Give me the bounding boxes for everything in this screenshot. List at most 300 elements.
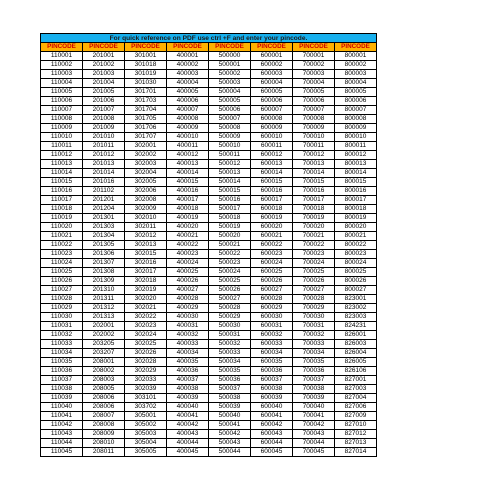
pincode-cell: 600008: [251, 115, 293, 124]
table-row: [41, 133, 377, 142]
pincode-cell: 110032: [41, 331, 83, 340]
pincode-cell: 800001: [335, 52, 377, 61]
table-row: [41, 448, 377, 457]
pincode-cell: 305002: [125, 421, 167, 430]
pincode-cell: 302002: [125, 151, 167, 160]
pincode-cell: 303702: [125, 403, 167, 412]
pincode-cell: 600015: [251, 178, 293, 187]
pincode-cell: 600016: [251, 187, 293, 196]
pincode-cell: 110044: [41, 439, 83, 448]
pincode-cell: 823002: [335, 304, 377, 313]
pincode-cell: 500042: [209, 430, 251, 439]
table-row: [41, 340, 377, 349]
pincode-cell: 301001: [125, 52, 167, 61]
table-row: [41, 223, 377, 232]
column-header: PINCODE: [293, 43, 335, 52]
pincode-cell: 500002: [209, 70, 251, 79]
pincode-cell: 400037: [167, 376, 209, 385]
pincode-cell: 302013: [125, 241, 167, 250]
table-row: [41, 349, 377, 358]
pincode-cell: 302006: [125, 187, 167, 196]
pincode-cell: 600011: [251, 142, 293, 151]
pincode-cell: 201001: [83, 52, 125, 61]
table-row: [41, 160, 377, 169]
pincode-cell: 700014: [293, 169, 335, 178]
pincode-cell: 301706: [125, 124, 167, 133]
pincode-cell: 110028: [41, 295, 83, 304]
pincode-cell: 400028: [167, 295, 209, 304]
pincode-cell: 600029: [251, 304, 293, 313]
pincode-cell: 700041: [293, 412, 335, 421]
pincode-cell: 700033: [293, 340, 335, 349]
pincode-cell: 302011: [125, 223, 167, 232]
pincode-cell: 110040: [41, 403, 83, 412]
pincode-cell: 302028: [125, 358, 167, 367]
table-row: [41, 277, 377, 286]
pincode-cell: 826001: [335, 331, 377, 340]
pincode-cell: 600004: [251, 79, 293, 88]
pincode-cell: 208007: [83, 412, 125, 421]
pincode-cell: 208005: [83, 385, 125, 394]
pincode-cell: 400044: [167, 439, 209, 448]
pincode-cell: 700016: [293, 187, 335, 196]
pincode-cell: 800012: [335, 151, 377, 160]
pincode-cell: 400010: [167, 133, 209, 142]
pincode-cell: 110005: [41, 88, 83, 97]
pincode-cell: 826004: [335, 349, 377, 358]
pincode-cell: 400025: [167, 268, 209, 277]
column-header: PINCODE: [41, 43, 83, 52]
pincode-cell: 208002: [83, 367, 125, 376]
pincode-cell: 110039: [41, 394, 83, 403]
pincode-cell: 302018: [125, 277, 167, 286]
pincode-cell: 800020: [335, 223, 377, 232]
reference-banner: For quick reference on PDF use ctrl +F and enter your pincode.: [40, 33, 377, 42]
table-row: [41, 214, 377, 223]
table-row: [41, 241, 377, 250]
pincode-cell: 110019: [41, 214, 83, 223]
table-row: [41, 304, 377, 313]
pincode-cell: 500001: [209, 61, 251, 70]
pincode-cell: 400006: [167, 97, 209, 106]
pincode-cell: 500000: [209, 52, 251, 61]
pincode-cell: 800017: [335, 196, 377, 205]
pincode-cell: 700045: [293, 448, 335, 457]
pincode-cell: 700004: [293, 79, 335, 88]
pincode-cell: 400012: [167, 151, 209, 160]
pincode-cell: 400030: [167, 313, 209, 322]
pincode-cell: 500033: [209, 349, 251, 358]
pincode-cell: 600013: [251, 160, 293, 169]
pincode-cell: 110031: [41, 322, 83, 331]
table-row: [41, 250, 377, 259]
pincode-cell: 400026: [167, 277, 209, 286]
pincode-cell: 208009: [83, 430, 125, 439]
pincode-cell: 110014: [41, 169, 83, 178]
pincode-cell: 110015: [41, 178, 83, 187]
pincode-cell: 110013: [41, 160, 83, 169]
pincode-cell: 827010: [335, 421, 377, 430]
pincode-cell: 800023: [335, 250, 377, 259]
pincode-cell: 302033: [125, 376, 167, 385]
pincode-cell: 201305: [83, 241, 125, 250]
pincode-cell: 110026: [41, 277, 83, 286]
pincode-cell: 800019: [335, 214, 377, 223]
pincode-cell: 500016: [209, 196, 251, 205]
pincode-cell: 301704: [125, 106, 167, 115]
pincode-cell: 500011: [209, 151, 251, 160]
pincode-cell: 201306: [83, 250, 125, 259]
pincode-cell: 800011: [335, 142, 377, 151]
table-row: [41, 295, 377, 304]
pincode-cell: 500012: [209, 160, 251, 169]
pincode-cell: 302020: [125, 295, 167, 304]
pincode-cell: 600017: [251, 196, 293, 205]
pincode-cell: 800021: [335, 232, 377, 241]
pincode-cell: 400032: [167, 331, 209, 340]
pincode-cell: 500003: [209, 79, 251, 88]
pincode-cell: 110010: [41, 133, 83, 142]
pincode-cell: 700040: [293, 403, 335, 412]
pincode-cell: 201301: [83, 214, 125, 223]
pincode-cell: 700044: [293, 439, 335, 448]
table-row: [41, 178, 377, 187]
pincode-cell: 800025: [335, 268, 377, 277]
pincode-cell: 201304: [83, 232, 125, 241]
pincode-cell: 500006: [209, 106, 251, 115]
pincode-cell: 400027: [167, 286, 209, 295]
pincode-cell: 827012: [335, 430, 377, 439]
pincode-cell: 400009: [167, 124, 209, 133]
pincode-cell: 201313: [83, 313, 125, 322]
pincode-cell: 203207: [83, 349, 125, 358]
pincode-cell: 400015: [167, 178, 209, 187]
header-row: [41, 43, 377, 52]
pincode-cell: 110045: [41, 448, 83, 457]
pincode-cell: 302021: [125, 304, 167, 313]
pincode-cell: 400042: [167, 421, 209, 430]
pincode-cell: 600042: [251, 421, 293, 430]
pincode-cell: 301030: [125, 79, 167, 88]
pincode-cell: 302010: [125, 214, 167, 223]
pincode-cell: 700002: [293, 61, 335, 70]
pincode-cell: 500028: [209, 304, 251, 313]
pincode-cell: 700001: [293, 52, 335, 61]
pincode-cell: 208001: [83, 358, 125, 367]
pincode-cell: 208008: [83, 421, 125, 430]
pincode-cell: 600002: [251, 61, 293, 70]
table-row: [41, 412, 377, 421]
pincode-cell: 500020: [209, 232, 251, 241]
pincode-cell: 500039: [209, 403, 251, 412]
pincode-cell: 305004: [125, 439, 167, 448]
table-row: [41, 268, 377, 277]
pincode-cell: 700019: [293, 214, 335, 223]
table-row: [41, 70, 377, 79]
pincode-cell: 800018: [335, 205, 377, 214]
pincode-cell: 302005: [125, 178, 167, 187]
pincode-cell: 400013: [167, 160, 209, 169]
pincode-cell: 201311: [83, 295, 125, 304]
pincode-cell: 208010: [83, 439, 125, 448]
pincode-cell: 201003: [83, 70, 125, 79]
pincode-cell: 110043: [41, 430, 83, 439]
pincode-cell: 500029: [209, 313, 251, 322]
pincode-cell: 600005: [251, 88, 293, 97]
pincode-cell: 700036: [293, 367, 335, 376]
pincode-cell: 500031: [209, 331, 251, 340]
pincode-cell: 202001: [83, 322, 125, 331]
pincode-cell: 302029: [125, 367, 167, 376]
pincode-cell: 201009: [83, 124, 125, 133]
pincode-cell: 827013: [335, 439, 377, 448]
pincode-cell: 302026: [125, 349, 167, 358]
pincode-cell: 827004: [335, 394, 377, 403]
pincode-cell: 110041: [41, 412, 83, 421]
pincode-cell: 500024: [209, 268, 251, 277]
pincode-cell: 201201: [83, 196, 125, 205]
pincode-cell: 600022: [251, 241, 293, 250]
pincode-cell: 400002: [167, 61, 209, 70]
pincode-cell: 201007: [83, 106, 125, 115]
pincode-cell: 800016: [335, 187, 377, 196]
pincode-cell: 500005: [209, 97, 251, 106]
pincode-cell: 500018: [209, 214, 251, 223]
pincode-cell: 800009: [335, 124, 377, 133]
pincode-cell: 110042: [41, 421, 83, 430]
pincode-cell: 305001: [125, 412, 167, 421]
table-row: [41, 187, 377, 196]
pincode-cell: 600014: [251, 169, 293, 178]
pincode-cell: 500014: [209, 178, 251, 187]
pincode-cell: 600010: [251, 133, 293, 142]
pincode-cell: 201309: [83, 277, 125, 286]
column-header: PINCODE: [335, 43, 377, 52]
pincode-cell: 302003: [125, 160, 167, 169]
pincode-cell: 110025: [41, 268, 83, 277]
pincode-cell: 700013: [293, 160, 335, 169]
pincode-cell: 201006: [83, 97, 125, 106]
column-header: PINCODE: [83, 43, 125, 52]
pincode-cell: 800002: [335, 61, 377, 70]
pincode-cell: 110037: [41, 376, 83, 385]
pincode-cell: 110020: [41, 223, 83, 232]
pincode-cell: 400045: [167, 448, 209, 457]
pincode-cell: 700020: [293, 223, 335, 232]
table-row: [41, 286, 377, 295]
pincode-cell: 600030: [251, 313, 293, 322]
table-row: [41, 322, 377, 331]
pincode-sheet: [40, 33, 377, 457]
pincode-cell: 201002: [83, 61, 125, 70]
pincode-cell: 700042: [293, 421, 335, 430]
pincode-cell: 201308: [83, 268, 125, 277]
pincode-cell: 201014: [83, 169, 125, 178]
pincode-cell: 600023: [251, 250, 293, 259]
pincode-cell: 500019: [209, 223, 251, 232]
pincode-cell: 110008: [41, 115, 83, 124]
pincode-cell: 110033: [41, 340, 83, 349]
table-row: [41, 124, 377, 133]
pincode-cell: 700039: [293, 394, 335, 403]
pincode-cell: 700034: [293, 349, 335, 358]
pincode-cell: 400017: [167, 196, 209, 205]
pincode-cell: 700038: [293, 385, 335, 394]
pincode-cell: 700011: [293, 142, 335, 151]
table-row: [41, 439, 377, 448]
pincode-cell: 500032: [209, 340, 251, 349]
column-header: PINCODE: [209, 43, 251, 52]
pincode-cell: 600001: [251, 52, 293, 61]
pincode-cell: 110027: [41, 286, 83, 295]
pincode-cell: 826005: [335, 358, 377, 367]
pincode-cell: 600027: [251, 286, 293, 295]
pincode-cell: 500022: [209, 250, 251, 259]
pincode-cell: 800004: [335, 79, 377, 88]
pincode-cell: 400016: [167, 187, 209, 196]
pincode-cell: 500043: [209, 439, 251, 448]
pincode-cell: 110017: [41, 196, 83, 205]
pincode-cell: 600037: [251, 376, 293, 385]
pincode-cell: 110001: [41, 52, 83, 61]
pincode-cell: 827003: [335, 385, 377, 394]
pincode-cell: 827001: [335, 376, 377, 385]
pincode-cell: 302039: [125, 385, 167, 394]
pincode-cell: 201310: [83, 286, 125, 295]
pincode-cell: 700043: [293, 430, 335, 439]
pincode-cell: 302004: [125, 169, 167, 178]
pincode-cell: 302025: [125, 340, 167, 349]
pincode-cell: 800006: [335, 97, 377, 106]
pincode-cell: 201204: [83, 205, 125, 214]
pincode-cell: 305005: [125, 448, 167, 457]
pincode-cell: 110035: [41, 358, 83, 367]
pincode-cell: 303101: [125, 394, 167, 403]
pincode-cell: 400031: [167, 322, 209, 331]
pincode-cell: 600021: [251, 232, 293, 241]
pincode-cell: 700028: [293, 295, 335, 304]
pincode-cell: 301705: [125, 115, 167, 124]
pincode-cell: 827014: [335, 448, 377, 457]
pincode-cell: 302008: [125, 196, 167, 205]
table-row: [41, 115, 377, 124]
table-row: [41, 376, 377, 385]
pincode-cell: 208003: [83, 376, 125, 385]
pincode-cell: 302012: [125, 232, 167, 241]
pincode-cell: 800003: [335, 70, 377, 79]
pincode-cell: 110003: [41, 70, 83, 79]
pincode-cell: 201307: [83, 259, 125, 268]
pincode-cell: 827006: [335, 403, 377, 412]
pincode-cell: 400018: [167, 205, 209, 214]
pincode-cell: 400033: [167, 340, 209, 349]
pincode-cell: 110009: [41, 124, 83, 133]
pincode-cell: 302001: [125, 142, 167, 151]
pincode-cell: 500017: [209, 205, 251, 214]
table-row: [41, 259, 377, 268]
pincode-cell: 302009: [125, 205, 167, 214]
pincode-cell: 400019: [167, 214, 209, 223]
pincode-cell: 110036: [41, 367, 83, 376]
pincode-cell: 800026: [335, 277, 377, 286]
pincode-cell: 202002: [83, 331, 125, 340]
pincode-cell: 500023: [209, 259, 251, 268]
pincode-cell: 201012: [83, 151, 125, 160]
table-row: [41, 142, 377, 151]
pincode-cell: 700018: [293, 205, 335, 214]
pincode-cell: 500037: [209, 385, 251, 394]
pincode-cell: 800014: [335, 169, 377, 178]
pincode-cell: 700024: [293, 259, 335, 268]
pincode-cell: 500004: [209, 88, 251, 97]
pincode-cell: 600044: [251, 439, 293, 448]
pincode-cell: 600045: [251, 448, 293, 457]
pincode-cell: 110034: [41, 349, 83, 358]
table-row: [41, 430, 377, 439]
pincode-cell: 400008: [167, 115, 209, 124]
pincode-cell: 305003: [125, 430, 167, 439]
pincode-cell: 500040: [209, 412, 251, 421]
pincode-cell: 301701: [125, 88, 167, 97]
pincode-cell: 800008: [335, 115, 377, 124]
pincode-cell: 400020: [167, 223, 209, 232]
pincode-cell: 110012: [41, 151, 83, 160]
pincode-cell: 302019: [125, 286, 167, 295]
pincode-cell: 600040: [251, 403, 293, 412]
pincode-cell: 400004: [167, 79, 209, 88]
pincode-cell: 600036: [251, 367, 293, 376]
pincode-cell: 600035: [251, 358, 293, 367]
pincode-cell: 824231: [335, 322, 377, 331]
pincode-cell: 400029: [167, 304, 209, 313]
pincode-cell: 600038: [251, 385, 293, 394]
pincode-cell: 700031: [293, 322, 335, 331]
pincode-cell: 201011: [83, 142, 125, 151]
pincode-cell: 301703: [125, 97, 167, 106]
table-body: [41, 52, 377, 457]
pincode-cell: 110016: [41, 187, 83, 196]
pincode-cell: 700035: [293, 358, 335, 367]
pincode-cell: 201004: [83, 79, 125, 88]
pincode-cell: 110038: [41, 385, 83, 394]
pincode-cell: 800024: [335, 259, 377, 268]
pincode-cell: 302016: [125, 259, 167, 268]
table-row: [41, 61, 377, 70]
pincode-cell: 500009: [209, 133, 251, 142]
pincode-cell: 110024: [41, 259, 83, 268]
pincode-cell: 302015: [125, 250, 167, 259]
pincode-cell: 400022: [167, 241, 209, 250]
pincode-cell: 400011: [167, 142, 209, 151]
pincode-cell: 110021: [41, 232, 83, 241]
pincode-cell: 700021: [293, 232, 335, 241]
pincode-cell: 700032: [293, 331, 335, 340]
pincode-cell: 800027: [335, 286, 377, 295]
pincode-cell: 826003: [335, 340, 377, 349]
pincode-cell: 500015: [209, 187, 251, 196]
pincode-cell: 110023: [41, 250, 83, 259]
pincode-cell: 800005: [335, 88, 377, 97]
pincode-cell: 400039: [167, 394, 209, 403]
pincode-cell: 800007: [335, 106, 377, 115]
pincode-cell: 400043: [167, 430, 209, 439]
table-row: [41, 313, 377, 322]
table-row: [41, 331, 377, 340]
pincode-cell: 400021: [167, 232, 209, 241]
pincode-cell: 600003: [251, 70, 293, 79]
pincode-cell: 301018: [125, 61, 167, 70]
column-header: PINCODE: [167, 43, 209, 52]
